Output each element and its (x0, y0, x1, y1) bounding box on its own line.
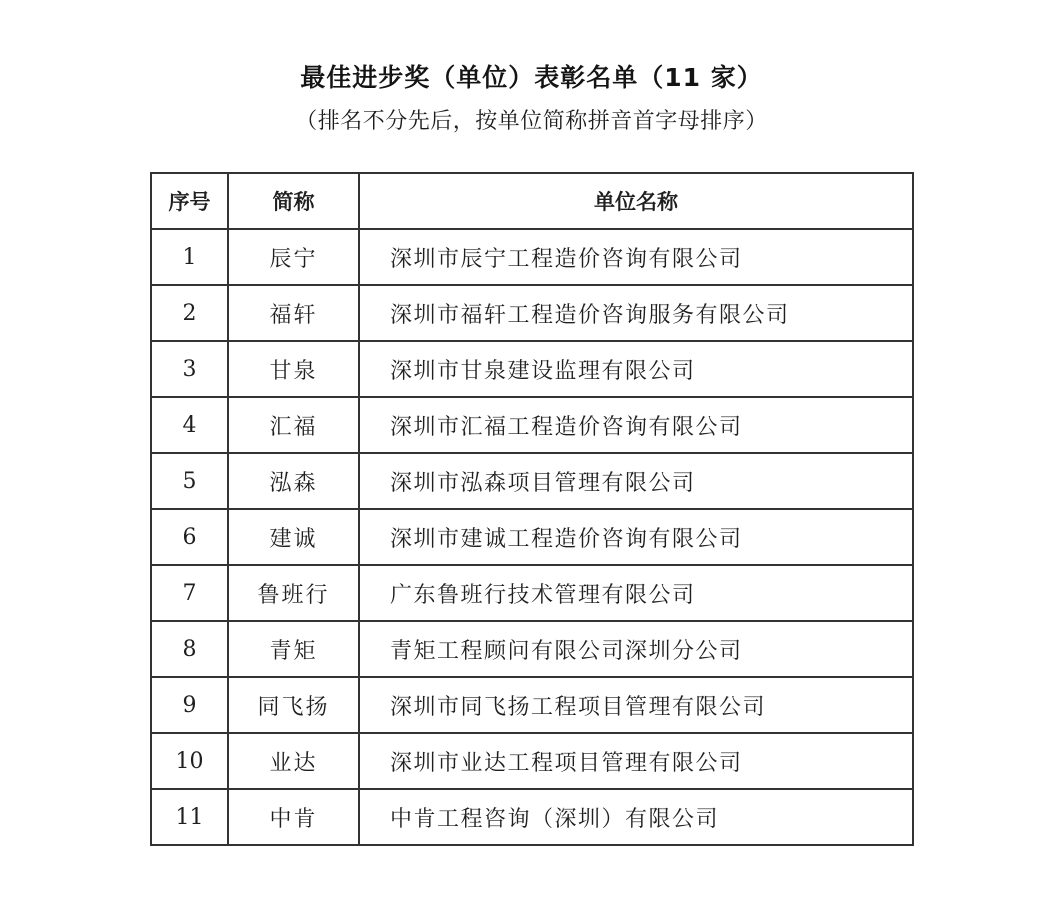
abbreviation: 业达 (228, 733, 359, 789)
organization-name: 深圳市甘泉建设监理有限公司 (359, 341, 913, 397)
abbreviation: 同飞扬 (228, 677, 359, 733)
document-subtitle: （排名不分先后，按单位简称拼音首字母排序） (295, 109, 768, 134)
awardee-table (150, 172, 914, 846)
serial-number: 3 (151, 341, 228, 397)
abbreviation: 青矩 (228, 621, 359, 677)
organization-name: 深圳市汇福工程造价咨询有限公司 (359, 397, 913, 453)
header-abbreviation: 简称 (228, 173, 359, 229)
abbreviation: 中肯 (228, 789, 359, 845)
table-row (151, 397, 913, 453)
document-title: 最佳进步奖（单位）表彰名单（11 家） (300, 63, 763, 92)
organization-name: 深圳市同飞扬工程项目管理有限公司 (359, 677, 913, 733)
serial-number: 4 (151, 397, 228, 453)
serial-number: 5 (151, 453, 228, 509)
organization-name: 深圳市辰宁工程造价咨询有限公司 (359, 229, 913, 285)
table-row (151, 509, 913, 565)
serial-number: 6 (151, 509, 228, 565)
organization-name: 深圳市泓森项目管理有限公司 (359, 453, 913, 509)
abbreviation: 鲁班行 (228, 565, 359, 621)
serial-number: 9 (151, 677, 228, 733)
table-row (151, 565, 913, 621)
table-header-row (151, 173, 913, 229)
table-row (151, 341, 913, 397)
serial-number: 7 (151, 565, 228, 621)
table-row (151, 733, 913, 789)
organization-name: 广东鲁班行技术管理有限公司 (359, 565, 913, 621)
abbreviation: 甘泉 (228, 341, 359, 397)
organization-name: 深圳市建诚工程造价咨询有限公司 (359, 509, 913, 565)
abbreviation: 建诚 (228, 509, 359, 565)
serial-number: 2 (151, 285, 228, 341)
abbreviation: 泓森 (228, 453, 359, 509)
serial-number: 11 (151, 789, 228, 845)
table-row (151, 677, 913, 733)
table-row (151, 621, 913, 677)
organization-name: 中肯工程咨询（深圳）有限公司 (359, 789, 913, 845)
organization-name: 深圳市福轩工程造价咨询服务有限公司 (359, 285, 913, 341)
abbreviation: 汇福 (228, 397, 359, 453)
serial-number: 1 (151, 229, 228, 285)
table-row (151, 285, 913, 341)
header-organization-name: 单位名称 (359, 173, 913, 229)
table-row (151, 453, 913, 509)
serial-number: 8 (151, 621, 228, 677)
organization-name: 深圳市业达工程项目管理有限公司 (359, 733, 913, 789)
header-serial-number: 序号 (151, 173, 228, 229)
serial-number: 10 (151, 733, 228, 789)
table-row (151, 229, 913, 285)
table-row (151, 789, 913, 845)
organization-name: 青矩工程顾问有限公司深圳分公司 (359, 621, 913, 677)
abbreviation: 辰宁 (228, 229, 359, 285)
abbreviation: 福轩 (228, 285, 359, 341)
